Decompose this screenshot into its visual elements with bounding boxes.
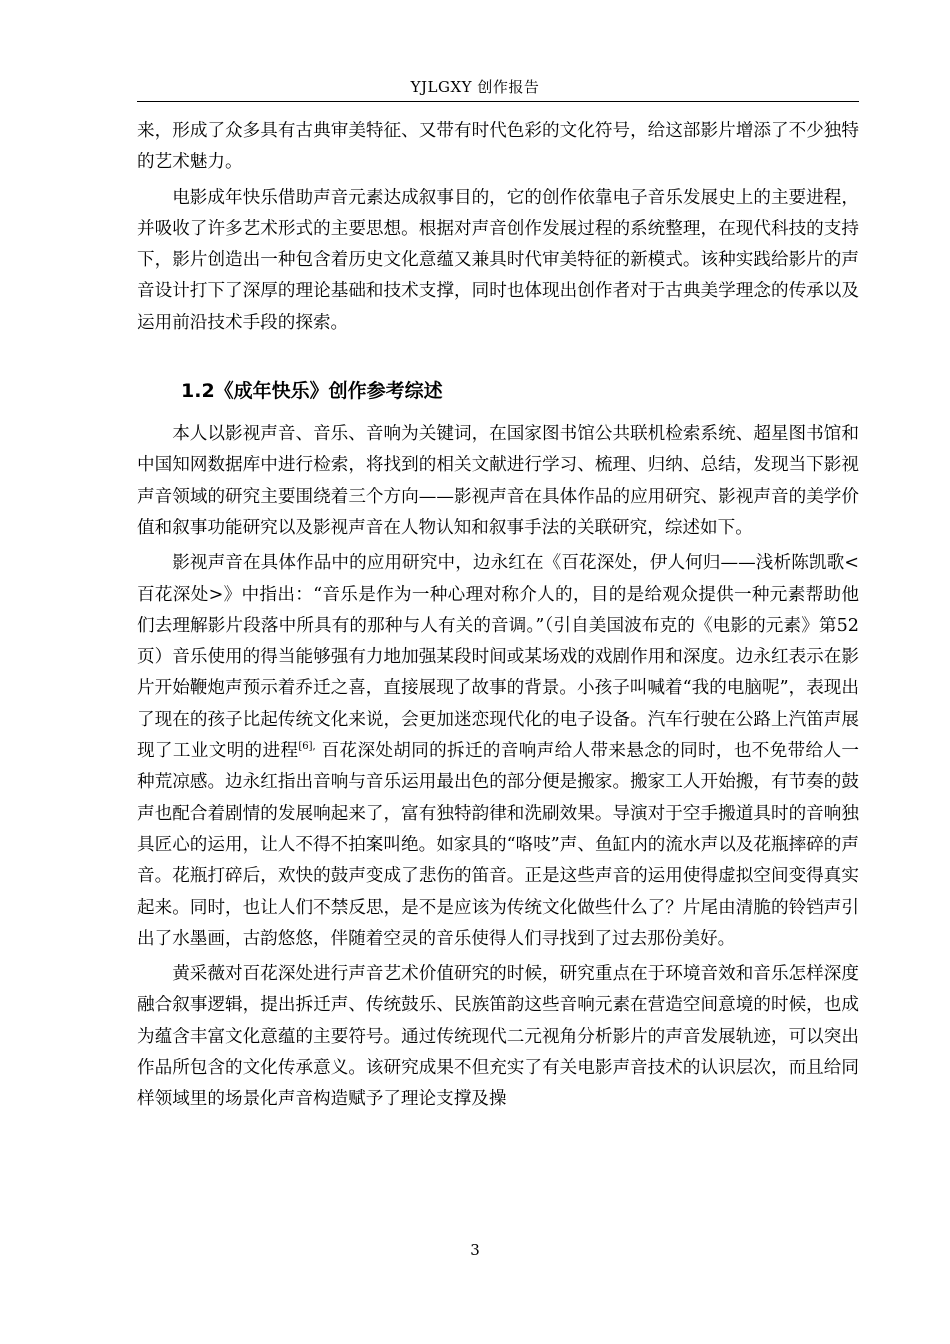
citation-reference: [6], bbox=[298, 741, 316, 753]
paragraph-aesthetic-value-research: 黄采薇对百花深处进行声音艺术价值研究的时候，研究重点在于环境音效和音乐怎样深度融合叙事逻辑，提出拆迁声、传统鼓乐、民族笛韵这些音响元素在营造空间意境的时候，也成为蕴含丰富文化意蕴的主要符号。通过传统现代二元视角分析影片的声音发展轨迹，可以突出作品所包含的文化传承意义。该研究成果不但充实了有关电影声音技术的认识层次，而且给同样领域里的场景化声音构造赋予了理论支撑及操 bbox=[137, 964, 859, 1110]
section-heading: 1.2《成年快乐》创作参考综述 bbox=[181, 380, 443, 403]
paragraph-film-sound-narrative: 电影成年快乐借助声音元素达成叙事目的，它的创作依靠电子音乐发展史上的主要进程，并吸收了许多艺术形式的主要思想。根据对声音创作发展过程的系统整理，在现代科技的支持下，影片创造出一种包含着历史文化意蕴又兼具时代审美特征的新模式。该种实践给影片的声音设计打下了深厚的理论基础和技术支撑，同时也体现出创作者对于古典美学理念的传承以及运用前沿技术手段的探索。 bbox=[137, 187, 859, 333]
running-header: YJLGXY 创作报告 bbox=[410, 78, 540, 96]
paragraph-text-part: 影视声音在具体作品中的应用研究中，边永红在《百花深处，伊人何归——浅析陈凯歌<百花深处>》中指出：“音乐是作为一种心理对称介人的，目的是给观众提供一种元素帮助他们去理解影片段落中所具有的那种与人有关的音调。”（引自美国波布克的《电影的元素》第52页）音乐使用的得当能够强有力地加强某段时间或某场戏的戏剧作用和深度。边永红表示在影片开始鞭炮声预示着乔迁之喜，直接展现了故事的背景。小孩子叫喊着“我的电脑呢”，表现出了现在的孩子比起传统文化来说，会更加迷恋现代化的电子设备。汽车行驶在公路上汽笛声展现了工业文明的进程 bbox=[137, 553, 859, 762]
paragraph-application-research bbox=[137, 548, 859, 955]
page-number: 3 bbox=[470, 1241, 480, 1259]
paragraph-continued: 来，形成了众多具有古典审美特征、又带有时代色彩的文化符号，给这部影片增添了不少独特的艺术魅力。 bbox=[137, 121, 859, 173]
document-body bbox=[137, 116, 859, 1120]
paragraph-text-part: 百花深处胡同的拆迁的音响声给人带来悬念的同时，也不免带给人一种荒凉感。边永红指出音响与音乐运用最出色的部分便是搬家。搬家工人开始搬，有节奏的鼓声也配合着剧情的发展响起来了，富有独特韵律和洗刷效果。导演对于空手搬道具时的音响独具匠心的运用，让人不得不拍案叫绝。如家具的“咯吱”声、鱼缸内的流水声以及花瓶摔碎的声音。花瓶打碎后，欢快的鼓声变成了悲伤的笛音。正是这些声音的运用使得虚拟空间变得真实起来。同时，也让人们不禁反思，是不是应该为传统文化做些什么了？片尾由清脆的铃铛声引出了水墨画，古韵悠悠，伴随着空灵的音乐使得人们寻找到了过去那份美好。 bbox=[137, 741, 859, 949]
header-rule bbox=[137, 101, 859, 102]
paragraph-literature-search: 本人以影视声音、音乐、音响为关键词，在国家图书馆公共联机检索系统、超星图书馆和中国知网数据库中进行检索，将找到的相关文献进行学习、梳理、归纳、总结，发现当下影视声音领域的研究主要围绕着三个方向——影视声音在具体作品的应用研究、影视声音的美学价值和叙事功能研究以及影视声音在人物认知和叙事手法的关联研究，综述如下。 bbox=[137, 424, 859, 538]
